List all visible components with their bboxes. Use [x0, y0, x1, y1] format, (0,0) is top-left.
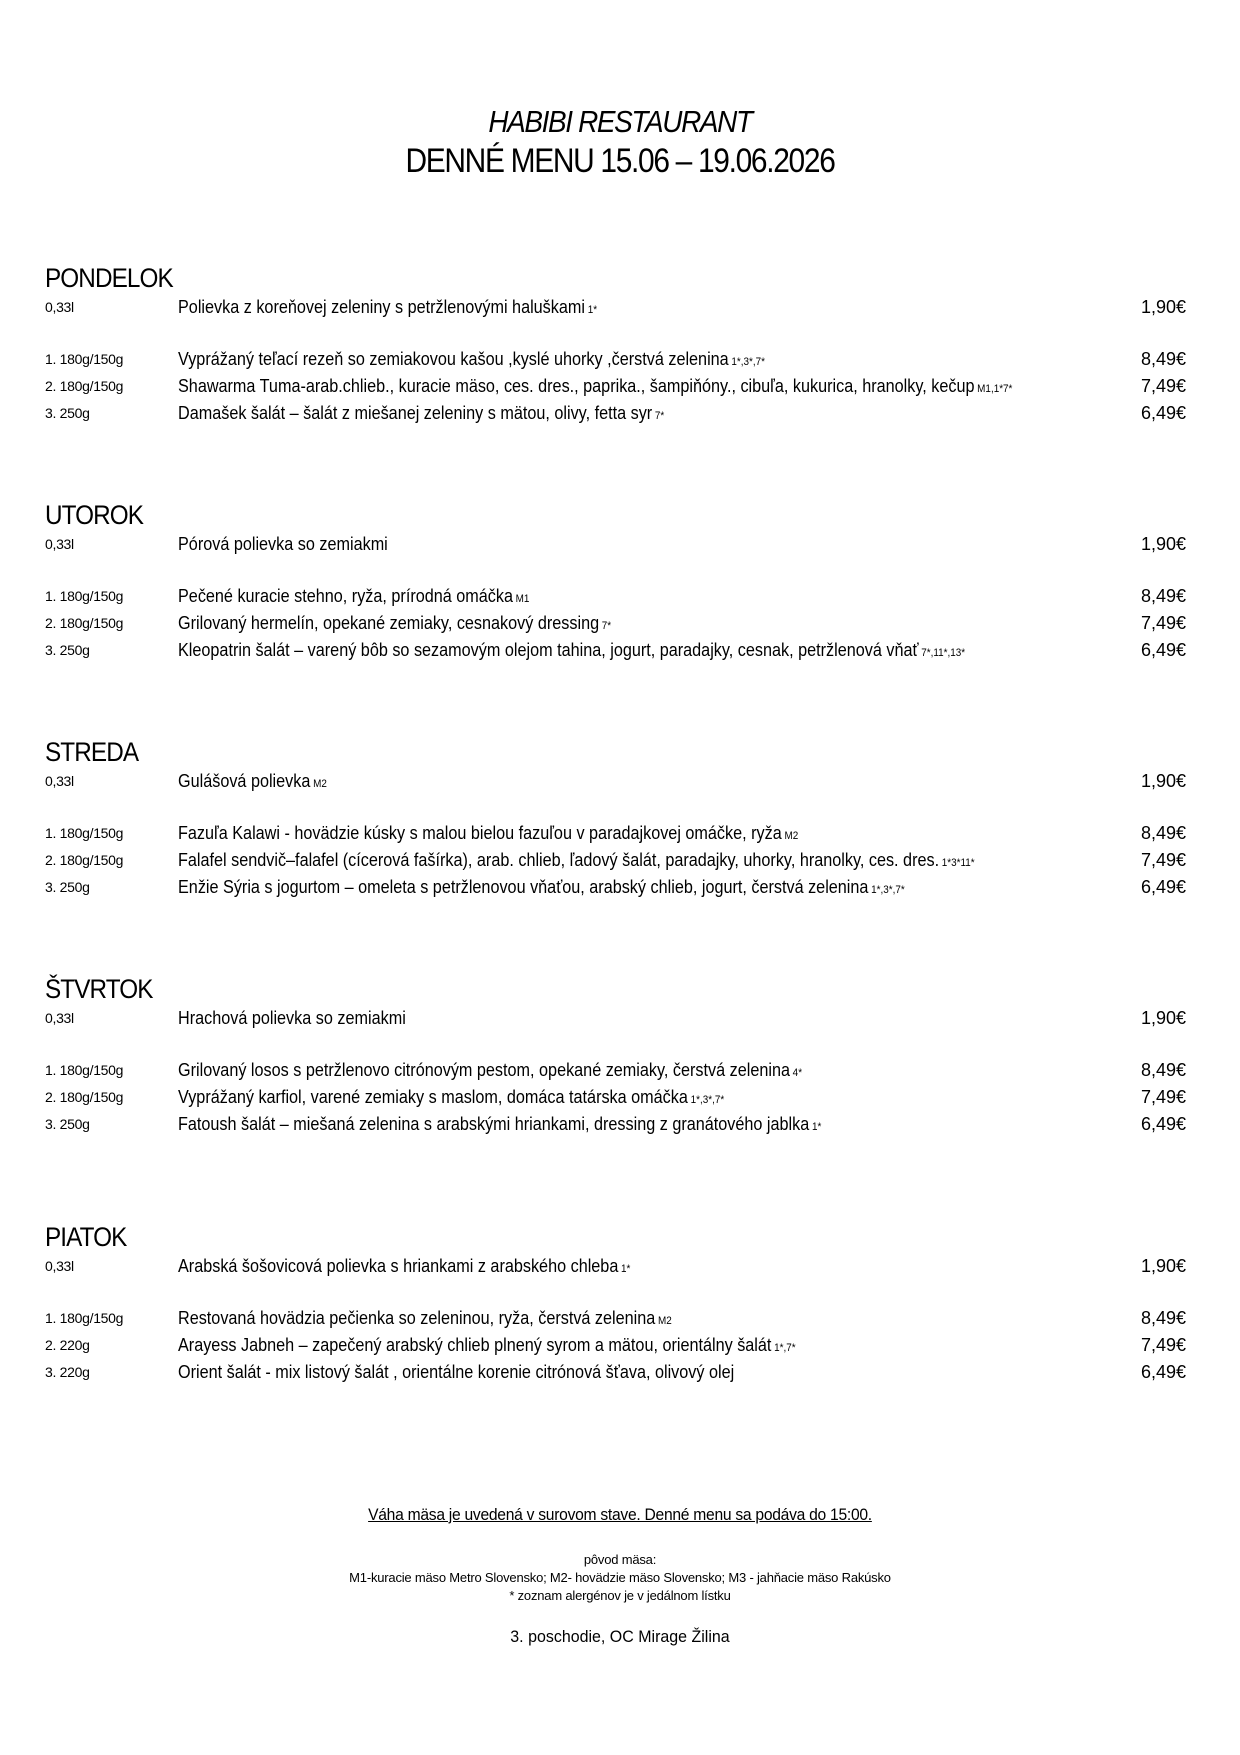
dish-name: Gulášová polievka	[178, 771, 311, 791]
soup-row	[45, 768, 1195, 795]
main-dish-row	[45, 1305, 1195, 1332]
day-section	[45, 262, 1195, 427]
dish-allergens: 1*	[587, 304, 598, 316]
dish-quantity: 3. 220g	[45, 1364, 90, 1380]
main-dish-row	[45, 820, 1195, 847]
day-name: STREDA	[45, 737, 139, 767]
dish-name-cell	[178, 346, 1029, 376]
dish-name-cell	[178, 294, 1029, 324]
dish-name-cell	[178, 768, 1029, 798]
dish-price: 7,49€	[1141, 1087, 1187, 1107]
dish-name-cell	[178, 847, 1029, 877]
dish-quantity: 0,33l	[45, 299, 74, 315]
dish-quantity: 2. 180g/150g	[45, 852, 124, 868]
main-dish-row	[45, 400, 1195, 427]
soup-row	[45, 1253, 1195, 1280]
dish-name: Falafel sendvič–falafel (cícerová fašírka), arab. chlieb, ľadový šalát, paradajky, uhorky, hranolky, ces. dres.	[178, 850, 940, 870]
dish-name: Polievka z koreňovej zeleniny s petržlenovými haluškami	[178, 297, 585, 317]
dish-name-cell	[178, 820, 1029, 850]
soup-row	[45, 531, 1195, 558]
main-dish-row	[45, 346, 1195, 373]
dish-name-cell	[178, 400, 1029, 430]
dish-price: 6,49€	[1141, 1114, 1187, 1134]
dish-price: 7,49€	[1141, 376, 1187, 396]
dish-name-cell	[178, 1305, 1029, 1335]
dish-price: 8,49€	[1141, 349, 1187, 369]
dish-name: Vyprážaný teľací rezeň so zemiakovou kašou ,kyslé uhorky ,čerstvá zelenina	[178, 349, 729, 369]
dish-name: Grilovaný losos s petržlenovo citrónovým pestom, opekané zemiaky, čerstvá zelenina	[178, 1060, 790, 1080]
dish-allergens: 1*3*11*	[941, 857, 975, 869]
dish-name-cell	[178, 637, 1029, 667]
dish-name: Fazuľa Kalawi - hovädzie kúsky s malou bielou fazuľou v paradajkovej omáčke, ryža	[178, 823, 782, 843]
dish-quantity: 1. 180g/150g	[45, 825, 124, 841]
dish-name: Pečené kuracie stehno, ryža, prírodná omáčka	[178, 586, 513, 606]
dish-price: 6,49€	[1141, 403, 1187, 423]
dish-name: Hrachová polievka so zemiakmi	[178, 1008, 406, 1028]
weight-note: Váha mäsa je uvedená v surovom stave. Denné menu sa podáva do 15:00.	[368, 1505, 872, 1524]
dish-allergens: M2	[657, 1315, 672, 1327]
day-section	[45, 499, 1195, 664]
dish-price: 1,90€	[1141, 297, 1187, 317]
dish-allergens: 1*	[621, 1263, 631, 1275]
origin-text: M1-kuracie mäso Metro Slovensko; M2- hovädzie mäso Slovensko; M3 - jahňacie mäso Rakúsko	[349, 1570, 891, 1585]
dish-name-cell	[178, 1253, 1029, 1283]
dish-price: 7,49€	[1141, 850, 1187, 870]
dish-name: Pórová polievka so zemiakmi	[178, 534, 388, 554]
dish-quantity: 1. 180g/150g	[45, 1062, 124, 1078]
dish-quantity: 1. 180g/150g	[45, 588, 124, 604]
day-section	[45, 1221, 1195, 1386]
dish-price: 6,49€	[1141, 1362, 1187, 1382]
dish-quantity: 3. 250g	[45, 1116, 90, 1132]
dish-name-cell	[178, 1084, 1029, 1114]
dish-quantity: 1. 180g/150g	[45, 1310, 124, 1326]
dish-allergens: 1*,3*,7*	[731, 356, 765, 368]
dish-allergens: 1*,7*	[774, 1342, 796, 1354]
main-dish-row	[45, 1332, 1195, 1359]
day-name: ŠTVRTOK	[45, 974, 153, 1004]
dish-name-cell	[178, 1332, 1029, 1362]
allergen-note: * zoznam alergénov je v jedálnom lístku	[509, 1588, 731, 1603]
dish-quantity: 2. 180g/150g	[45, 378, 124, 394]
soup-row	[45, 1005, 1195, 1032]
dish-name: Grilovaný hermelín, opekané zemiaky, cesnakový dressing	[178, 613, 600, 633]
dish-quantity: 1. 180g/150g	[45, 351, 124, 367]
dish-price: 1,90€	[1141, 1008, 1187, 1028]
dish-price: 8,49€	[1141, 1308, 1187, 1328]
main-dish-row	[45, 583, 1195, 610]
dish-price: 1,90€	[1141, 534, 1187, 554]
dish-name: Arabská šošovicová polievka s hriankami z arabského chleba	[178, 1256, 619, 1276]
dish-quantity: 3. 250g	[45, 642, 90, 658]
dish-name: Vyprážaný karfiol, varené zemiaky s maslom, domáca tatárska omáčka	[178, 1087, 688, 1107]
dish-quantity: 2. 180g/150g	[45, 615, 124, 631]
dish-name-cell	[178, 531, 1029, 561]
dish-price: 6,49€	[1141, 640, 1187, 660]
menu-title: DENNÉ MENU 15.06 – 19.06.2026	[405, 142, 835, 180]
day-section	[45, 736, 1195, 901]
main-dish-row	[45, 1084, 1195, 1111]
dish-price: 1,90€	[1141, 771, 1187, 791]
dish-allergens: M1,1*7*	[977, 383, 1013, 395]
dish-name-cell	[178, 583, 1029, 613]
main-dish-row	[45, 1359, 1195, 1386]
dish-name: Enžie Sýria s jogurtom – omeleta s petržlenovou vňaťou, arabský chlieb, jogurt, čerstvá zelenina	[178, 877, 869, 897]
main-dish-row	[45, 874, 1195, 901]
dish-name: Damašek šalát – šalát z miešanej zeleniny s mätou, olivy, fetta syr	[178, 403, 653, 423]
dish-price: 8,49€	[1141, 586, 1187, 606]
dish-allergens: 1*,3*,7*	[690, 1094, 725, 1106]
restaurant-address: 3. poschodie, OC Mirage Žilina	[510, 1627, 730, 1646]
dish-price: 7,49€	[1141, 1335, 1187, 1355]
dish-name-cell	[178, 1005, 1029, 1035]
dish-allergens: 1*	[811, 1121, 822, 1133]
day-name: UTOROK	[45, 500, 144, 530]
main-dish-row	[45, 610, 1195, 637]
menu-footer	[0, 1505, 1240, 1647]
dish-quantity: 0,33l	[45, 536, 74, 552]
dish-name: Arayess Jabneh – zapečený arabský chlieb plnený syrom a mätou, orientálny šalát	[178, 1335, 772, 1355]
dish-name: Orient šalát - mix listový šalát , orientálne korenie citrónová šťava, olivový olej	[178, 1362, 735, 1382]
dish-allergens: 1*,3*,7*	[871, 884, 905, 896]
dish-allergens: 7*	[654, 410, 665, 422]
dish-name: Fatoush šalát – miešaná zelenina s arabskými hriankami, dressing z granátového jablka	[178, 1114, 810, 1134]
dish-name-cell	[178, 373, 1029, 403]
origin-title: pôvod mäsa:	[583, 1552, 657, 1567]
dish-name-cell	[178, 1057, 1029, 1087]
main-dish-row	[45, 847, 1195, 874]
dish-quantity: 2. 180g/150g	[45, 1089, 124, 1105]
dish-quantity: 2. 220g	[45, 1337, 90, 1353]
main-dish-row	[45, 1111, 1195, 1138]
dish-name-cell	[178, 610, 1029, 640]
dish-name: Restovaná hovädzia pečienka so zeleninou, ryža, čerstvá zelenina	[178, 1308, 656, 1328]
dish-name-cell	[178, 1111, 1029, 1141]
dish-quantity: 0,33l	[45, 1258, 74, 1274]
main-dish-row	[45, 373, 1195, 400]
soup-row	[45, 294, 1195, 321]
menu-header	[0, 104, 1240, 182]
dish-quantity: 3. 250g	[45, 879, 90, 895]
dish-quantity: 0,33l	[45, 1010, 74, 1026]
dish-allergens: M2	[784, 830, 799, 842]
dish-price: 7,49€	[1141, 613, 1187, 633]
dish-quantity: 0,33l	[45, 773, 74, 789]
day-name: PONDELOK	[45, 263, 173, 293]
dish-name: Kleopatrin šalát – varený bôb so sezamovým olejom tahina, jogurt, paradajky, cesnak, petržlenová vňať	[178, 640, 919, 660]
day-name: PIATOK	[45, 1222, 127, 1252]
dish-price: 1,90€	[1141, 1256, 1187, 1276]
dish-price: 8,49€	[1141, 1060, 1187, 1080]
dish-price: 8,49€	[1141, 823, 1187, 843]
dish-allergens: 7*	[601, 620, 612, 632]
main-dish-row	[45, 1057, 1195, 1084]
dish-name-cell	[178, 1359, 1029, 1389]
dish-name: Shawarma Tuma-arab.chlieb., kuracie mäso, ces. dres., paprika., šampiňóny., cibuľa, kukurica, hranolky, kečup	[178, 376, 975, 396]
dish-quantity: 3. 250g	[45, 405, 90, 421]
day-section	[45, 973, 1195, 1138]
main-dish-row	[45, 637, 1195, 664]
dish-allergens: M2	[313, 778, 327, 790]
restaurant-name: HABIBI RESTAURANT	[488, 104, 752, 139]
dish-name-cell	[178, 874, 1029, 904]
dish-allergens: M1	[515, 593, 530, 605]
dish-allergens: 7*,11*,13*	[921, 647, 966, 659]
dish-price: 6,49€	[1141, 877, 1187, 897]
dish-allergens: 4*	[792, 1067, 803, 1079]
